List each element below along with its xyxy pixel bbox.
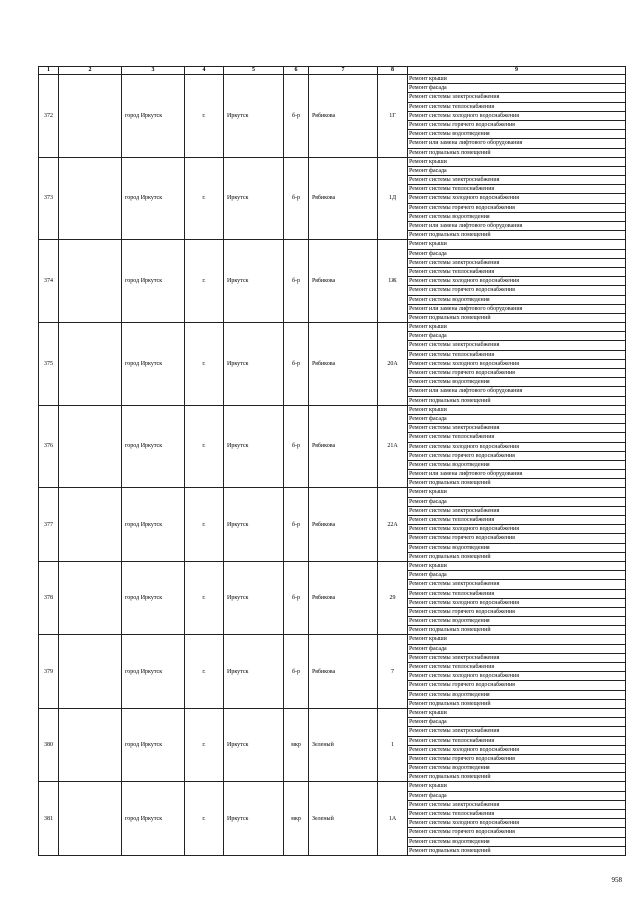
work-item: Ремонт фасада (408, 332, 625, 341)
work-item: Ремонт системы электроснабжения (408, 176, 625, 185)
row-works-cell (408, 708, 626, 782)
work-item: Ремонт системы холодного водоснабжения (408, 672, 625, 681)
col-header-6: 6 (284, 67, 309, 75)
row-col2 (59, 157, 122, 240)
row-locality-type: г. (185, 561, 224, 635)
row-street-type: б-р (284, 75, 309, 158)
row-number: 374 (39, 240, 59, 323)
work-item: Ремонт системы горячего водоснабжения (408, 369, 625, 378)
repair-program-table (38, 66, 626, 856)
table-row (39, 635, 626, 709)
row-street: Рябикова (309, 405, 378, 488)
work-item: Ремонт фасада (408, 250, 625, 259)
work-item: Ремонт крыши (408, 406, 625, 415)
work-item: Ремонт системы электроснабжения (408, 654, 625, 663)
work-item: Ремонт системы водоотведения (408, 461, 625, 470)
work-item: Ремонт системы электроснабжения (408, 801, 625, 810)
work-item: Ремонт фасада (408, 498, 625, 507)
row-locality: город Иркутск (122, 708, 185, 782)
row-works-cell (408, 635, 626, 709)
row-col2 (59, 635, 122, 709)
work-item: Ремонт системы водоотведения (408, 130, 625, 139)
row-street-type: б-р (284, 157, 309, 240)
work-item: Ремонт системы теплоснабжения (408, 737, 625, 746)
work-item: Ремонт фасада (408, 84, 625, 93)
row-locality: город Иркутск (122, 75, 185, 158)
row-locality: город Иркутск (122, 157, 185, 240)
row-street-type: мкр (284, 708, 309, 782)
work-item: Ремонт или замена лифтового оборудования (408, 222, 625, 231)
work-item: Ремонт системы водоотведения (408, 838, 625, 847)
row-locality-type: г. (185, 323, 224, 406)
row-works-cell (408, 782, 626, 856)
works-list (408, 709, 625, 782)
row-street-type: б-р (284, 323, 309, 406)
table-row (39, 240, 626, 323)
work-item: Ремонт крыши (408, 75, 625, 84)
work-item: Ремонт или замена лифтового оборудования (408, 470, 625, 479)
row-locality-type: г. (185, 782, 224, 856)
work-item: Ремонт фасада (408, 718, 625, 727)
row-number: 377 (39, 488, 59, 562)
work-item: Ремонт системы электроснабжения (408, 580, 625, 589)
works-list (408, 323, 625, 405)
work-item: Ремонт системы водоотведения (408, 691, 625, 700)
work-item: Ремонт системы холодного водоснабжения (408, 112, 625, 121)
work-item: Ремонт крыши (408, 240, 625, 249)
row-col2 (59, 405, 122, 488)
row-house: 1Д (378, 157, 408, 240)
work-item: Ремонт подвальных помещений (409, 149, 491, 156)
work-item: Ремонт системы холодного водоснабжения (408, 599, 625, 608)
work-item: Ремонт системы водоотведения (408, 764, 625, 773)
row-street-type: б-р (284, 240, 309, 323)
row-house: 29 (378, 561, 408, 635)
work-item: Ремонт крыши (408, 635, 625, 644)
work-item: Ремонт подвальных помещений (409, 232, 491, 239)
row-locality: город Иркутск (122, 488, 185, 562)
row-locality-type: г. (185, 635, 224, 709)
work-item: Ремонт системы электроснабжения (408, 727, 625, 736)
work-item: Ремонт подвальных помещений (409, 314, 491, 321)
table-row (39, 405, 626, 488)
work-item: Ремонт системы теплоснабжения (408, 663, 625, 672)
row-locality-type: г. (185, 405, 224, 488)
work-item: Ремонт подвальных помещений (409, 774, 491, 781)
row-street-type: б-р (284, 635, 309, 709)
table-row (39, 323, 626, 406)
row-locality: город Иркутск (122, 240, 185, 323)
col-header-4: 4 (185, 67, 224, 75)
work-item: Ремонт системы электроснабжения (408, 259, 625, 268)
row-house: 21А (378, 405, 408, 488)
row-works-cell (408, 75, 626, 158)
row-number: 379 (39, 635, 59, 709)
work-item: Ремонт системы горячего водоснабжения (408, 608, 625, 617)
row-locality: город Иркутск (122, 323, 185, 406)
row-works-cell (408, 157, 626, 240)
row-city: Иркутск (224, 405, 284, 488)
table-row (39, 157, 626, 240)
row-number: 378 (39, 561, 59, 635)
row-street: Рябикова (309, 635, 378, 709)
col-header-3: 3 (122, 67, 185, 75)
work-item: Ремонт подвальных помещений (409, 700, 491, 707)
header-row (39, 67, 626, 75)
row-city: Иркутск (224, 635, 284, 709)
work-item: Ремонт подвальных помещений (409, 553, 491, 560)
row-works-cell (408, 488, 626, 562)
work-item: Ремонт системы теплоснабжения (408, 810, 625, 819)
table-body (39, 75, 626, 856)
work-item: Ремонт системы горячего водоснабжения (408, 681, 625, 690)
work-item: Ремонт системы холодного водоснабжения (408, 819, 625, 828)
work-item: Ремонт системы холодного водоснабжения (408, 360, 625, 369)
row-col2 (59, 75, 122, 158)
row-number: 375 (39, 323, 59, 406)
work-item: Ремонт фасада (408, 645, 625, 654)
row-number: 381 (39, 782, 59, 856)
work-item: Ремонт крыши (408, 782, 625, 791)
work-item: Ремонт системы теплоснабжения (408, 185, 625, 194)
work-item: Ремонт системы холодного водоснабжения (408, 194, 625, 203)
table-row (39, 782, 626, 856)
works-list (408, 635, 625, 708)
row-street: Рябикова (309, 561, 378, 635)
table-row (39, 488, 626, 562)
work-item: Ремонт подвальных помещений (409, 397, 491, 404)
row-city: Иркутск (224, 157, 284, 240)
work-item: Ремонт подвальных помещений (409, 847, 491, 854)
work-item: Ремонт системы теплоснабжения (408, 351, 625, 360)
row-number: 372 (39, 75, 59, 158)
row-city: Иркутск (224, 323, 284, 406)
row-street: Зеленый (309, 708, 378, 782)
work-item: Ремонт или замена лифтового оборудования (408, 387, 625, 396)
work-item: Ремонт системы теплоснабжения (408, 268, 625, 277)
row-locality: город Иркутск (122, 405, 185, 488)
col-header-8: 8 (378, 67, 408, 75)
row-city: Иркутск (224, 75, 284, 158)
work-item: Ремонт системы водоотведения (408, 544, 625, 553)
row-works-cell (408, 323, 626, 406)
works-list (408, 75, 625, 157)
row-house: 1 (378, 708, 408, 782)
row-city: Иркутск (224, 782, 284, 856)
works-list (408, 406, 625, 488)
row-street-type: б-р (284, 488, 309, 562)
row-street: Зеленый (309, 782, 378, 856)
work-item: Ремонт крыши (408, 488, 625, 497)
work-item: Ремонт системы водоотведения (408, 213, 625, 222)
works-list (408, 488, 625, 561)
work-item: Ремонт системы горячего водоснабжения (408, 121, 625, 130)
work-item: Ремонт системы электроснабжения (408, 341, 625, 350)
work-item: Ремонт системы электроснабжения (408, 507, 625, 516)
row-col2 (59, 323, 122, 406)
row-works-cell (408, 405, 626, 488)
row-street-type: б-р (284, 561, 309, 635)
work-item: Ремонт системы теплоснабжения (408, 590, 625, 599)
row-number: 376 (39, 405, 59, 488)
col-header-1: 1 (39, 67, 59, 75)
row-locality-type: г. (185, 157, 224, 240)
work-item: Ремонт крыши (408, 323, 625, 332)
row-locality: город Иркутск (122, 782, 185, 856)
work-item: Ремонт фасада (408, 415, 625, 424)
work-item: Ремонт подвальных помещений (409, 627, 491, 634)
row-col2 (59, 240, 122, 323)
col-header-2: 2 (59, 67, 122, 75)
works-list (408, 562, 625, 635)
row-locality: город Иркутск (122, 561, 185, 635)
table-row (39, 75, 626, 158)
work-item: Ремонт системы холодного водоснабжения (408, 525, 625, 534)
row-street: Рябикова (309, 75, 378, 158)
row-city: Иркутск (224, 708, 284, 782)
work-item: Ремонт фасада (408, 167, 625, 176)
work-item: Ремонт системы горячего водоснабжения (408, 452, 625, 461)
work-item: Ремонт системы горячего водоснабжения (408, 534, 625, 543)
row-number: 380 (39, 708, 59, 782)
row-house: 1Г (378, 75, 408, 158)
col-header-7: 7 (309, 67, 378, 75)
work-item: Ремонт системы водоотведения (408, 378, 625, 387)
work-item: Ремонт системы водоотведения (408, 617, 625, 626)
work-item: Ремонт системы горячего водоснабжения (408, 204, 625, 213)
works-list (408, 240, 625, 322)
work-item: Ремонт системы водоотведения (408, 296, 625, 305)
work-item: Ремонт или замена лифтового оборудования (408, 139, 625, 148)
work-item: Ремонт крыши (408, 709, 625, 718)
row-locality: город Иркутск (122, 635, 185, 709)
work-item: Ремонт крыши (408, 158, 625, 167)
work-item: Ремонт системы холодного водоснабжения (408, 277, 625, 286)
row-street: Рябикова (309, 488, 378, 562)
row-col2 (59, 708, 122, 782)
row-locality-type: г. (185, 240, 224, 323)
row-locality-type: г. (185, 488, 224, 562)
row-street: Рябикова (309, 323, 378, 406)
row-house: 20А (378, 323, 408, 406)
col-header-9: 9 (408, 67, 626, 75)
row-number: 373 (39, 157, 59, 240)
row-house: 1Ж (378, 240, 408, 323)
row-street: Рябикова (309, 157, 378, 240)
works-list (408, 158, 625, 240)
work-item: Ремонт системы горячего водоснабжения (408, 755, 625, 764)
work-item: Ремонт системы горячего водоснабжения (408, 828, 625, 837)
work-item: Ремонт системы холодного водоснабжения (408, 443, 625, 452)
work-item: Ремонт подвальных помещений (409, 480, 491, 487)
table-row (39, 561, 626, 635)
col-header-5: 5 (224, 67, 284, 75)
row-city: Иркутск (224, 240, 284, 323)
row-house: 1А (378, 782, 408, 856)
row-col2 (59, 561, 122, 635)
work-item: Ремонт или замена лифтового оборудования (408, 305, 625, 314)
row-locality-type: г. (185, 75, 224, 158)
row-works-cell (408, 240, 626, 323)
work-item: Ремонт крыши (408, 562, 625, 571)
row-col2 (59, 782, 122, 856)
row-col2 (59, 488, 122, 562)
row-locality-type: г. (185, 708, 224, 782)
row-street-type: б-р (284, 405, 309, 488)
row-city: Иркутск (224, 561, 284, 635)
page-number: 958 (611, 876, 622, 884)
work-item: Ремонт системы теплоснабжения (408, 516, 625, 525)
works-list (408, 782, 625, 855)
work-item: Ремонт системы холодного водоснабжения (408, 746, 625, 755)
work-item: Ремонт системы горячего водоснабжения (408, 286, 625, 295)
work-item: Ремонт системы теплоснабжения (408, 433, 625, 442)
row-street: Рябикова (309, 240, 378, 323)
work-item: Ремонт системы электроснабжения (408, 424, 625, 433)
row-works-cell (408, 561, 626, 635)
work-item: Ремонт фасада (408, 571, 625, 580)
row-street-type: мкр (284, 782, 309, 856)
work-item: Ремонт системы электроснабжения (408, 93, 625, 102)
row-city: Иркутск (224, 488, 284, 562)
work-item: Ремонт фасада (408, 792, 625, 801)
work-item: Ремонт системы теплоснабжения (408, 103, 625, 112)
table-row (39, 708, 626, 782)
row-house: 7 (378, 635, 408, 709)
row-house: 22А (378, 488, 408, 562)
